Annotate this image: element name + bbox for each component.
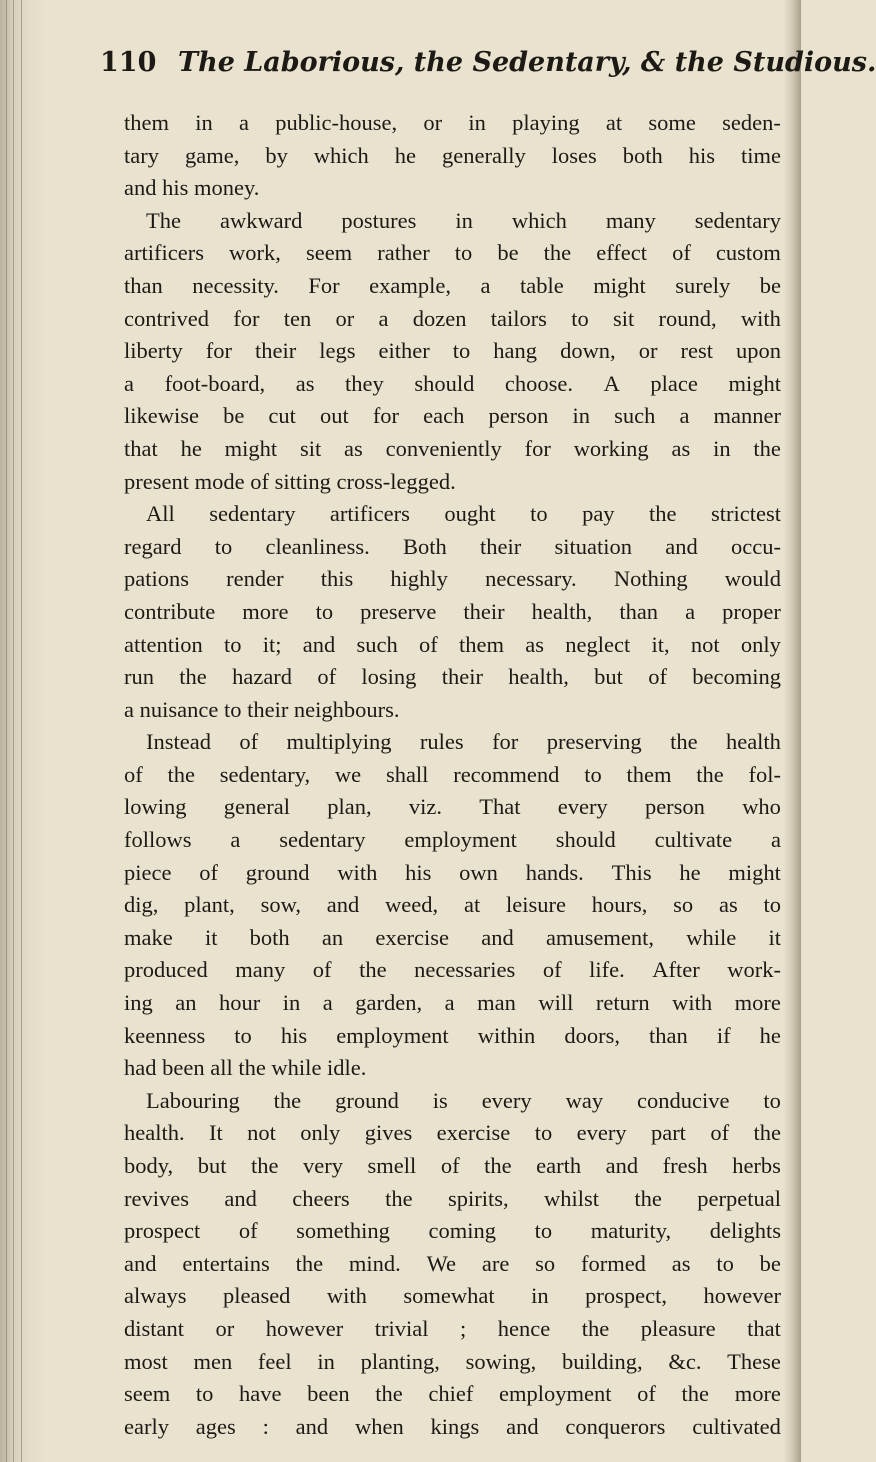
text-line: liberty for their legs either to hang down, or rest upon	[124, 338, 781, 364]
text-line: and his money.	[124, 175, 260, 201]
text-line: make it both an exercise and amusement, while it	[124, 924, 781, 950]
text-line: than necessity. For example, a table might surely be	[124, 272, 781, 298]
text-line: revives and cheers the spirits, whilst the perpetual	[124, 1185, 781, 1211]
text-line: pations render this highly necessary. Nothing would	[124, 566, 781, 592]
text-line: seem to have been the chief employment of the more	[124, 1381, 781, 1407]
page-edge-line	[6, 0, 7, 1462]
text-line: follows a sedentary employment should cultivate a	[124, 827, 781, 853]
text-line: them in a public-house, or in playing at some seden-	[124, 110, 781, 135]
page-edge-line	[13, 0, 14, 1462]
text-line: present mode of sitting cross-legged.	[124, 468, 456, 494]
text-line: most men feel in planting, sowing, building, &c. These	[124, 1348, 781, 1374]
page-number: 110	[100, 47, 157, 78]
text-line: tary game, by which he generally loses both his time	[124, 142, 781, 168]
text-line: contribute more to preserve their health, than a proper	[124, 598, 781, 624]
text-line: had been all the while idle.	[124, 1055, 367, 1081]
running-title: The Laborious, the Sedentary, & the Studious.	[178, 47, 876, 78]
text-line: distant or however trivial ; hence the pleasure that	[124, 1315, 781, 1341]
text-line: body, but the very smell of the earth and fresh herbs	[124, 1153, 781, 1178]
text-line: ing an hour in a garden, a man will return with more	[124, 990, 781, 1016]
text-line: always pleased with somewhat in prospect, however	[124, 1283, 781, 1309]
page-header	[100, 47, 876, 87]
text-line: artificers work, seem rather to be the effect of custom	[124, 240, 781, 266]
text-line: produced many of the necessaries of life. After work-	[124, 957, 781, 983]
page-right-edge	[783, 0, 801, 1462]
text-line: early ages : and when kings and conquerors cultivated	[124, 1413, 781, 1439]
text-line: All sedentary artificers ought to pay the strictest	[146, 501, 781, 527]
text-line: lowing general plan, viz. That every person who	[124, 794, 781, 820]
text-line: keenness to his employment within doors, than if he	[124, 1022, 781, 1048]
text-line: regard to cleanliness. Both their situation and occu-	[124, 533, 781, 559]
text-line: attention to it; and such of them as neglect it, not only	[124, 631, 781, 657]
text-line: contrived for ten or a dozen tailors to sit round, with	[124, 305, 781, 331]
text-line: run the hazard of losing their health, but of becoming	[124, 664, 781, 690]
text-line: and entertains the mind. We are so formed as to be	[124, 1250, 781, 1276]
text-line: health. It not only gives exercise to every part of the	[124, 1120, 781, 1146]
text-line: piece of ground with his own hands. This he might	[124, 859, 781, 885]
text-line: likewise be cut out for each person in such a manner	[124, 403, 781, 429]
text-line: Instead of multiplying rules for preserving the health	[146, 729, 781, 755]
text-line: prospect of something coming to maturity, delights	[124, 1218, 781, 1244]
text-line: The awkward postures in which many sedentary	[146, 207, 781, 233]
text-line: a nuisance to their neighbours.	[124, 696, 400, 722]
text-line: that he might sit as conveniently for working as in the	[124, 435, 781, 461]
text-line: of the sedentary, we shall recommend to them the fol-	[124, 761, 781, 787]
text-line: Labouring the ground is every way conducive to	[146, 1087, 781, 1113]
text-line: a foot-board, as they should choose. A place might	[124, 370, 781, 396]
text-line: dig, plant, sow, and weed, at leisure hours, so as to	[124, 892, 781, 918]
page-edge-line	[21, 0, 22, 1462]
body-text	[124, 107, 781, 1443]
